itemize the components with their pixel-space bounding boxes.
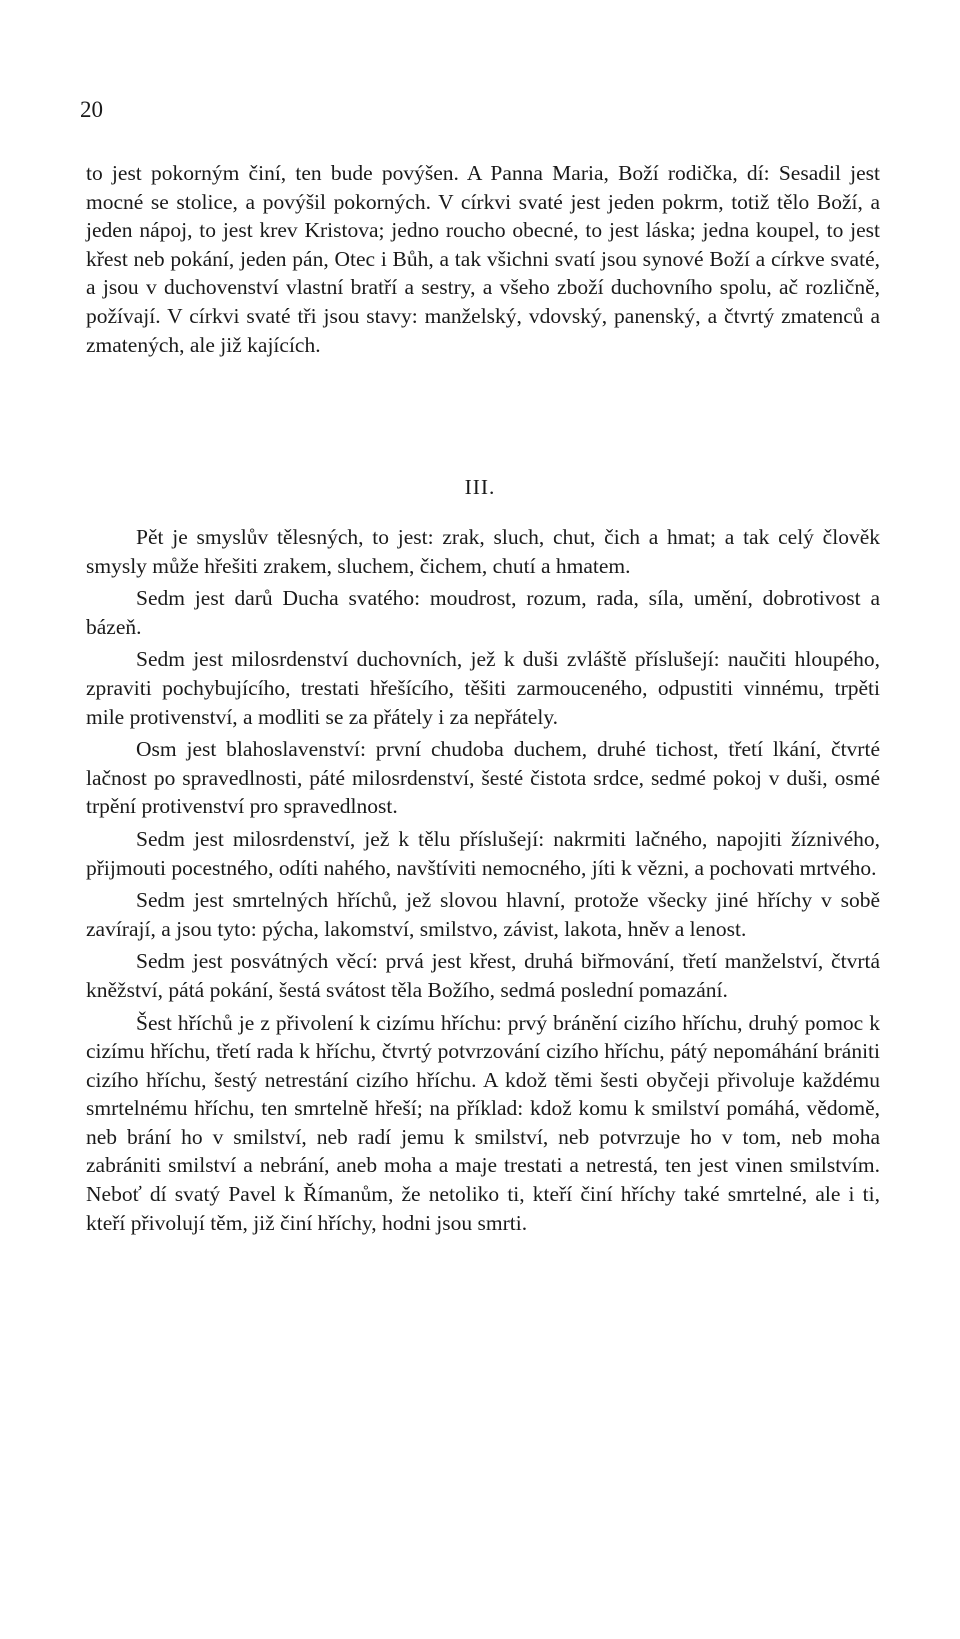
section-body (86, 523, 880, 1237)
paragraph: to jest pokorným činí, ten bude povýšen. A Panna Maria, Boží rodička, dí: Sesadil jest mocné se stolice, a povýšil pokorných. V církvi svaté jest jeden pokrm, totiž tělo Boží, a jeden nápoj, to jest krev Kristova; jedno roucho obecné, to jest láska; jedna koupel, to jest křest neb pokání, jeden pán, Otec i Bůh, a tak všichni svatí jsou synové Boží a církve svaté, a jsou v duchovenství vlastní bratří a sestry, a všeho zboží duchovního spolu, ač rozličně, požívají. V církvi svaté tři jsou stavy: manželský, vdovský, panenský, a čtvrtý zmatenců a zmatených, ale již kajících. (86, 161, 880, 357)
paragraph: Pět je smyslův tělesných, to jest: zrak, sluch, chut, čich a hmat; a tak celý člověk smysly může hřešiti zrakem, sluchem, čichem, chutí a hmatem. (86, 525, 880, 578)
paragraph: Sedm jest milosrdenství, jež k tělu příslušejí: nakrmiti lačného, napojiti žíznivého, přijmouti pocestného, odíti nahého, navštíviti nemocného, jíti k vězni, a pochovati mrtvého. (86, 826, 880, 880)
paragraph: Sedm jest milosrdenství duchovních, jež k duši zvláště příslušejí: naučiti hloupého, zpraviti pochybujícího, trestati hřešícího, těšiti zarmouceného, odpustiti vinnému, trpěti mile protivenství, a modliti se za přátely i za nepřátely. (86, 647, 880, 729)
section-heading: III. (464, 475, 496, 499)
paragraph: Šest hříchů je z přivolení k cizímu hříchu: prvý bránění cizího hříchu, druhý pomoc k cizímu hříchu, třetí rada k hříchu, čtvrtý potvrzování cizího hříchu, pátý nepomáhání brániti cizího hříchu, šestý netrestání cizího hříchu. A kdož těmi šesti obyčeji přivoluje každému smrtelnému hříchu, ten smrtelně hřeší; na příklad: kdož komu k smilství pomáhá, vědomě, neb brání ho v smilství, neb radí jemu k smilství, neb potvrzuje ho v tom, neb moha zabrániti smilství a nebrání, aneb moha a maje trestati a netrestá, ten jest vinen smilstvím. Neboť dí svatý Pavel k Římanům, že netoliko ti, kteří činí hříchy také smrtelné, ale i ti, kteří přivolují těm, již činí hříchy, hodni jsou smrti. (86, 1010, 880, 1235)
opening-text-block (86, 159, 880, 359)
paragraph: Sedm jest smrtelných hříchů, jež slovou hlavní, protože všecky jiné hříchy v sobě zavírají, a jsou tyto: pýcha, lakomství, smilstvo, závist, lakota, hněv a lenost. (86, 888, 880, 941)
paragraph: Sedm jest posvátných věcí: prvá jest křest, druhá biřmování, třetí manželství, čtvrtá kněžství, pátá pokání, šestá svátost těla Božího, sedmá poslední pomazání. (86, 949, 880, 1002)
page-number: 20 (80, 97, 103, 122)
paragraph: Sedm jest darů Ducha svatého: moudrost, rozum, rada, síla, umění, dobrotivost a bázeň. (86, 586, 880, 639)
paragraph: Osm jest blahoslavenství: první chudoba duchem, druhé tichost, třetí lkání, čtvrté lačnost po spravedlnosti, páté milosrdenství, šesté čistota srdce, sedmé pokoj v duši, osmé trpění protivenství pro spravedlnost. (86, 737, 880, 819)
